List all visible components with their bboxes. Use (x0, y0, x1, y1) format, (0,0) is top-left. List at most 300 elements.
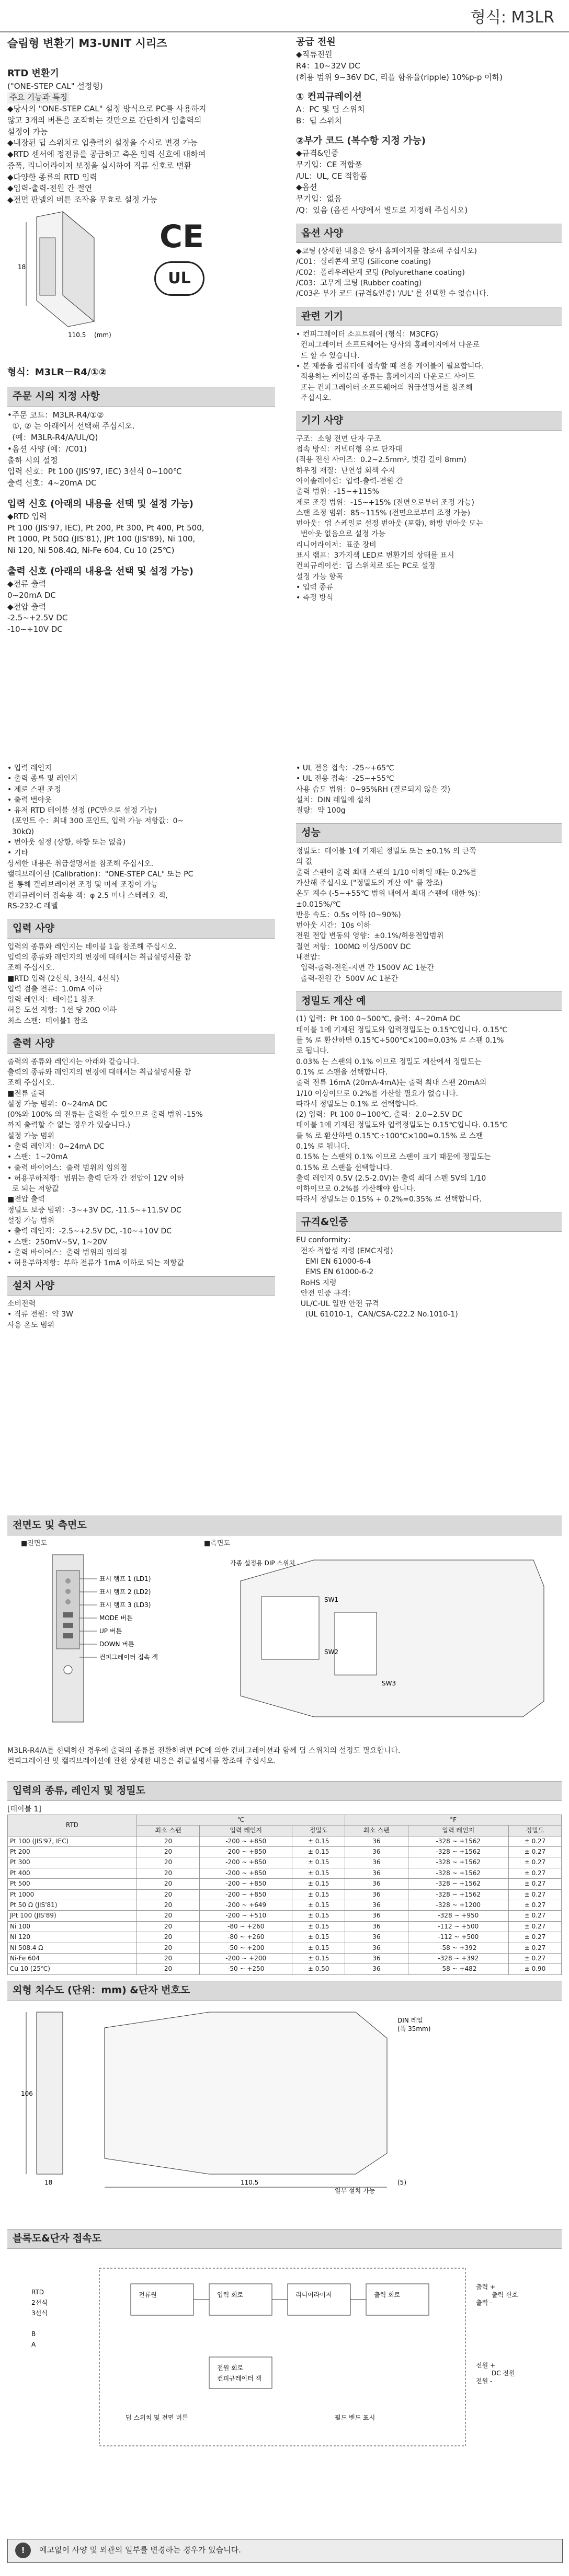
text-line: 가산해 주십시오 ("정밀도의 계산 예" 를 참조) (296, 879, 443, 887)
block-label: 전원 - (476, 2377, 493, 2385)
dims-drawing (21, 2007, 554, 2195)
table-cell: 36 (345, 1879, 408, 1889)
table-cell: -328 ~ +1200 (408, 1900, 508, 1910)
text-line: ■RTD 입력 (2선식, 3선식, 4선식) (7, 974, 119, 983)
table-row (8, 1943, 562, 1953)
text-line: ◆내장된 딥 스위치로 입출력의 설정을 수시로 변경 가능 (7, 138, 198, 148)
model-line: 형식：M3LR－R4/①② (7, 367, 107, 378)
text-line: 설정 가능 범위：0~24mA DC (7, 1100, 107, 1108)
text-line: 입력의 종류와 레인지는 테이블 1을 참조해 주십시오. (7, 942, 177, 951)
text-line: 까지 출력할 수 없는 경우가 있습니다.) (7, 1121, 131, 1130)
text-line: 따라서 정밀도는 0.1% 로 선택합니다. (296, 1100, 418, 1108)
text-line: Ni 120, Ni 508.4Ω, Ni-Fe 604, Cu 10 (25℃) (7, 546, 175, 556)
table-cell: -328 ~ +1562 (408, 1847, 508, 1857)
table-cell: 36 (345, 1847, 408, 1857)
input-list (7, 511, 275, 557)
text-line: 상세한 내용은 취급설명서를 참조해 주십시오. (7, 859, 154, 868)
power-title: 공급 전원 (296, 37, 336, 48)
input-title: 입력 신호 (아래의 내용을 선택 및 설정 가능) (7, 498, 194, 510)
text-line: 리니어라이저：표준 장비 (296, 540, 377, 549)
text-line: 정밀도 보증 범위：-3~+3V DC, -11.5~+11.5V DC (7, 1206, 181, 1215)
table-cell: 20 (136, 1932, 199, 1943)
text-line: 온도 계수 (-5~+55℃ 범위 내에서 최대 스팬에 대한 %)： (296, 890, 485, 898)
spec-title: 기기 사양 (296, 411, 562, 431)
text-line: ◆다양한 종류의 RTD 입력 (7, 172, 97, 182)
block-label: 리니어라이저 (295, 2291, 332, 2298)
text-line: 출력 전류 16mA (20mA-4mA)는 출력 최대 스팬 20mA의 (296, 1079, 487, 1088)
text-line: 컨피규레이터 접속용 잭：φ 2.5 미니 스테레오 잭, (7, 891, 168, 900)
table-cell: -200 ~ +850 (200, 1868, 292, 1878)
table-row (8, 1921, 562, 1932)
dims-title: 외형 치수도 (단위：mm) &단자 번호도 (7, 1981, 562, 2001)
dim-depth: 110.5 (68, 331, 86, 339)
table-cell: 20 (136, 1964, 199, 1974)
table-cell: Ni 100 (8, 1921, 137, 1932)
text-line: (2) 입력：Pt 100 0~100℃, 출력：2.0~2.5V DC (296, 1111, 463, 1119)
block-label: 전류원 (139, 2291, 157, 2298)
table-cell: ± 0.50 (292, 1964, 345, 1974)
text-line: •옵션 사양 (예：/C01) (7, 444, 87, 454)
table-cell: -328 ~ +1562 (408, 1889, 508, 1900)
block-label: DC 전원 (492, 2370, 515, 2377)
column-header: 최소 스팬 (345, 1826, 408, 1836)
text-line: ◆전압 출력 (7, 602, 47, 611)
text-line: EU conformity： (296, 1236, 355, 1245)
table-cell: 20 (136, 1900, 199, 1910)
env-list (296, 763, 562, 816)
text-line: 0.15% 로 스팬을 선택합니다. (296, 1163, 392, 1172)
text-line: -10~+10V DC (7, 625, 63, 634)
dim-110-5: 110.5 (241, 2179, 259, 2186)
order-list (7, 410, 275, 489)
text-line: 컨피그레이션 및 캘리브레이션에 관한 상세한 내용은 취급설명서를 참조해 주십시오. (7, 1757, 276, 1766)
text-line: 의 값 (296, 858, 313, 867)
front-callout: DOWN 버튼 (99, 1641, 134, 1648)
text-line: 입력의 종류와 레인지의 변경에 대해서는 취급설명서를 참 (7, 953, 191, 962)
table-row (8, 1868, 562, 1878)
table-cell: ± 0.27 (509, 1889, 562, 1900)
in-title: 입력 사양 (7, 919, 275, 939)
addcode-list (296, 148, 562, 216)
text-line: 테이블 1에 기재된 정밀도와 입력정밀도는 0.15℃입니다. 0.15℃ (296, 1121, 508, 1130)
text-line: 적용하는 케이블의 종류는 홈페이지의 다운로드 사이트 (296, 373, 475, 382)
text-line: 0.1% 로 스팬을 선택합니다. (296, 1068, 388, 1077)
table-cell: -200 ~ +850 (200, 1857, 292, 1868)
text-line: (예：M3LR-R4/A/UL/Q) (7, 433, 98, 443)
table-cell: -200 ~ +510 (200, 1911, 292, 1921)
left-column (7, 36, 275, 206)
accuracy-list (296, 1014, 562, 1205)
text-line: ±0.015%/℃ (296, 900, 341, 909)
table-cell: -58 ~ +482 (408, 1964, 508, 1974)
block-label: 출력 신호 (492, 2291, 518, 2298)
front-side-drawing (21, 1550, 560, 1727)
text-line: • 입력 레인지 (7, 764, 52, 772)
text-line: ①, ② 는 아래에서 선택해 주십시오. (7, 421, 135, 431)
table-cell: ± 0.27 (509, 1868, 562, 1878)
install-list (7, 1299, 275, 1331)
text-line: EMI EN 61000-6-4 (296, 1257, 371, 1266)
table-cell: 36 (345, 1964, 408, 1974)
out-title: 출력 사양 (7, 1034, 275, 1054)
dim-106: 106 (21, 2090, 33, 2097)
text-line: ◆직류전원 (296, 50, 333, 60)
table-cell: 20 (136, 1889, 199, 1900)
text-line: ◆당사의 "ONE-STEP CAL" 설정 방식으로 PC를 사용하지 (7, 104, 207, 114)
table-cell: 20 (136, 1847, 199, 1857)
table-row (8, 1847, 562, 1857)
text-line: • UL 전용 접속：-25~+55℃ (296, 775, 394, 783)
text-line: 내전압： (296, 953, 325, 962)
column-header: 입력 레인지 (200, 1826, 292, 1836)
text-line: 주십시오. (296, 394, 332, 402)
text-line: 설정이 가능 (7, 126, 48, 136)
settings-list (7, 763, 275, 911)
table-cell: 20 (136, 1943, 199, 1953)
table-cell: ± 0.90 (509, 1964, 562, 1974)
text-line: 테이블 1에 기재된 정밀도와 입력정밀도는 0.15℃입니다. 0.15℃ (296, 1025, 508, 1034)
block-drawing (21, 2252, 554, 2524)
features-title: 주요 기능과 특징 (7, 92, 70, 103)
table-caption: [테이블 1] (7, 1805, 41, 1813)
table-cell: ± 0.27 (509, 1900, 562, 1910)
text-line: 출력 범위：-15~+115% (296, 488, 379, 496)
text-line: 정밀도：테이블 1에 기재된 정밀도 또는 ±0.1% 의 큰쪽 (296, 847, 476, 856)
block-label: 입력 회로 (217, 2291, 244, 2298)
page-header (0, 0, 569, 32)
table-cell: ± 0.15 (292, 1911, 345, 1921)
addcode-title: ②부가 코드 (복수항 지정 가능) (296, 135, 426, 146)
text-line: 출력 레인지 0.5V (2.5-2.0V)는 출력 최대 스펜 5V의 1/10 (296, 1174, 486, 1183)
accuracy-title: 정밀도 계산 예 (296, 991, 562, 1011)
front-callout: 표시 램프 2 (LD2) (99, 1588, 151, 1596)
table-cell: ± 0.27 (509, 1911, 562, 1921)
text-line: 설정 가능 범위 (7, 1131, 55, 1140)
ul-mark: UL (154, 261, 204, 296)
text-line: ◆RTD 입력 (7, 511, 47, 521)
text-line: 드 할 수 있습니다. (296, 351, 360, 360)
table-cell: Pt 50 Ω (JIS'81) (8, 1900, 137, 1910)
text-line: • 스팬：250mV~5V, 1~20V (7, 1238, 107, 1246)
table-cell: ± 0.27 (509, 1857, 562, 1868)
model-title: 형식: M3LR (470, 8, 554, 27)
block-section (7, 2229, 562, 2252)
table-cell: Pt 1000 (8, 1889, 137, 1900)
text-line: 번아웃 없음으로 설정 가능 (296, 530, 386, 539)
text-line: 반응 속도：0.5s 이하 (0~90%) (296, 910, 401, 919)
text-line: 설정 가능 항목 (296, 572, 344, 581)
table-cell: Ni 120 (8, 1932, 137, 1943)
block-label: RTD (31, 2289, 44, 2296)
text-line: (허용 범위 9~36V DC, 리플 함유율(ripple) 10%p-p 이하) (296, 72, 503, 82)
column-header: 입력 레인지 (408, 1826, 508, 1836)
range-table (7, 1815, 562, 1975)
series-title: 슬림형 변환기 M3-UNIT 시리즈 (7, 37, 167, 50)
rtd-head: RTD (8, 1815, 137, 1836)
din-width: (폭 35mm) (397, 2025, 431, 2032)
text-line: • 출력 종류 및 레인지 (7, 775, 78, 783)
table-cell: Pt 100 (JIS'97, IEC) (8, 1836, 137, 1846)
front-title: 전면도 및 측면도 (7, 1516, 562, 1535)
dim-5: (5) (397, 2179, 406, 2186)
text-line: 로 되는 저항값 (7, 1185, 59, 1194)
sw2-label: SW2 (324, 1648, 339, 1656)
text-line: ◆옵션 (296, 182, 317, 192)
config-title: ① 컨피규레이션 (296, 91, 362, 103)
text-line: 를 % 로 환산하면 0.15℃÷100℃×100=0.15% 로 스팬 (296, 1131, 483, 1140)
text-line: 무기입：없음 (296, 194, 342, 204)
ce-mark: CE (160, 218, 204, 255)
side-label: ■측면도 (204, 1540, 230, 1547)
front-callout: UP 버튼 (99, 1627, 122, 1635)
table-cell: ± 0.15 (292, 1836, 345, 1846)
table-row (8, 1964, 562, 1974)
dim-18: 18 (44, 2179, 53, 2186)
sw3-label: SW3 (382, 1680, 396, 1687)
table-cell: -200 ~ +850 (200, 1847, 292, 1857)
text-line: EMS EN 61000-6-2 (296, 1268, 374, 1277)
left-order (7, 366, 275, 636)
table-cell: ± 0.15 (292, 1857, 345, 1868)
table-cell: ± 0.27 (509, 1847, 562, 1857)
power-list (296, 49, 562, 83)
text-line: 절연 저항：100MΩ 이상/500V DC (296, 942, 411, 951)
table-cell: 20 (136, 1857, 199, 1868)
table-cell: -50 ~ +200 (200, 1943, 292, 1953)
text-line: • 입력 종류 (296, 583, 334, 592)
front-callout: 표시 램프 3 (LD3) (99, 1601, 151, 1609)
celsius-head: ℃ (136, 1815, 345, 1825)
related-list (296, 329, 562, 403)
text-line: • 컨피그레이터 소프트웨어 (형식：M3CFG) (296, 330, 439, 339)
text-line: • 스팬：1~20mA (7, 1153, 68, 1162)
table-row (8, 1889, 562, 1900)
block-label: 출력 - (476, 2299, 493, 2306)
table-cell: 20 (136, 1953, 199, 1963)
table-cell: ± 0.27 (509, 1879, 562, 1889)
text-line: 0.1% 로 됩니다. (296, 1142, 350, 1151)
text-line: /Q：있음 (옵션 사양에서 별도로 지정해 주십시오) (296, 205, 468, 215)
text-line: 번아웃 시간：10s 이하 (296, 921, 371, 930)
table-cell: -112 ~ +500 (408, 1921, 508, 1932)
text-line: • 출력 바이어스：출력 범위의 임의점 (7, 1163, 128, 1172)
table-cell: ± 0.15 (292, 1943, 345, 1953)
range-note (7, 1746, 562, 1767)
table-cell: -328 ~ +1562 (408, 1868, 508, 1878)
text-line: Pt 1000, Pt 50Ω (JIS'81), JPt 100 (JIS'89), Ni 100, (7, 534, 196, 544)
table-cell: ± 0.27 (509, 1836, 562, 1846)
text-line: 를 통해 캘리브레이션 조정 및 미세 조정이 가능 (7, 881, 158, 890)
install-title: 설치 사양 (7, 1276, 275, 1296)
out-spec-list (7, 1057, 275, 1269)
text-line: -2.5~+2.5V DC (7, 613, 68, 623)
column-header: 정밀도 (292, 1826, 345, 1836)
output-title: 출력 신호 (아래의 내용을 선택 및 설정 가능) (7, 565, 194, 577)
block-label: 출력 회로 (374, 2291, 401, 2298)
table-cell: 20 (136, 1921, 199, 1932)
column-header: 정밀도 (509, 1826, 562, 1836)
text-line: 무기입：CE 적합품 (296, 159, 362, 169)
cert-title: 규격&인증 (296, 1212, 562, 1232)
text-line: 전원 전압 변동의 영향：±0.1%/허용전압범위 (296, 932, 444, 941)
table-row (8, 1932, 562, 1943)
table-section (7, 1781, 562, 1975)
table-row (8, 1900, 562, 1910)
text-line: 번아웃：업 스케일로 설정 번아웃 (포함), 하방 번아웃 또는 (296, 519, 484, 528)
table-cell: ± 0.27 (509, 1943, 562, 1953)
text-line: 질량：약 100g (296, 806, 346, 815)
dip-label: 각종 설정용 DIP 스위치 (230, 1560, 295, 1567)
text-line: ◆코팅 (상세한 내용은 당사 홈페이지를 참조해 주십시오) (296, 247, 477, 256)
text-line: • 허용부하저항：부하 전류가 1mA 이하로 되는 저항값 (7, 1259, 185, 1268)
table-cell: -58 ~ +392 (408, 1943, 508, 1953)
text-line: 증폭, 리니어라이저 보정을 실시하여 직류 신호로 변환 (7, 160, 192, 170)
table-cell: Pt 200 (8, 1847, 137, 1857)
text-line: 조해 주십시오. (7, 964, 55, 973)
text-line: /C03은 부가 코드 (규격&인증) '/UL' 를 선택할 수 없습니다. (296, 290, 489, 298)
text-line: • 유저 RTD 테이블 설정 (PC만으로 설정 가능) (7, 806, 157, 815)
table-cell: ± 0.15 (292, 1879, 345, 1889)
table-cell: -200 ~ +200 (200, 1953, 292, 1963)
text-line: 1/10 이상이므로 0.2%를 가산할 필요가 없습니다. (296, 1089, 459, 1098)
block-label: 출력 + (476, 2283, 496, 2291)
text-line: (포인트 수：최대 300 포인트, 입력 가능 저항값：0~ (7, 817, 184, 826)
text-line: 전자 적합성 지령 (EMC지령) (296, 1246, 393, 1255)
text-line: • 출력 레인지：0~24mA DC (7, 1142, 105, 1151)
text-line: ◆RTD 센서에 정전류를 공급하고 측온 입력 신호에 대하여 (7, 149, 206, 159)
text-line: 설정 가능 범위 (7, 1217, 55, 1226)
table-cell: 20 (136, 1836, 199, 1846)
text-line: 출력-전원 간 500V AC 1분간 (296, 974, 399, 983)
text-line: 출력 스팬이 출력 최대 스팬의 1/10 이하일 때는 0.2%를 (296, 868, 477, 877)
table-cell: ± 0.15 (292, 1932, 345, 1943)
product-subtitle: ("ONE-STEP CAL" 설정형) (7, 81, 103, 91)
text-line: • 직류 전원：약 3W (7, 1310, 73, 1319)
text-line: 컨피규레이션：딥 스위치로 또는 PC로 설정 (296, 562, 436, 571)
block-label: 3선식 (31, 2309, 48, 2317)
table-cell: 20 (136, 1868, 199, 1878)
text-line: R4：10~32V DC (296, 61, 360, 71)
column-header: 최소 스팬 (136, 1826, 199, 1836)
table-cell: ± 0.15 (292, 1889, 345, 1900)
order-title: 주문 시의 지정 사항 (7, 387, 275, 407)
table-cell: Cu 10 (25℃) (8, 1964, 137, 1974)
table-cell: ± 0.15 (292, 1868, 345, 1878)
text-line: 30kΩ) (7, 827, 34, 836)
text-line: 출력의 종류와 레인지는 아래와 같습니다. (7, 1057, 140, 1066)
text-line: • 측정 방식 (296, 594, 334, 603)
text-line: • 허용부하저항：범위는 출력 단자 간 전압이 12V 이하 (7, 1174, 184, 1183)
text-line: /C01：실리콘계 코팅 (Silicone coating) (296, 258, 431, 267)
product-drawing (16, 206, 120, 342)
text-line: ◆전면 판넬의 버튼 조작을 무효로 설정 가능 (7, 195, 157, 205)
text-line: 사용 온도 범위 (7, 1321, 55, 1330)
table-row (8, 1953, 562, 1963)
table-row (8, 1857, 562, 1868)
table-cell: ± 0.27 (509, 1921, 562, 1932)
text-line: 로 됩니다. (296, 1047, 329, 1056)
option-list (296, 246, 562, 299)
block-label: 전원 + (476, 2362, 496, 2369)
dim-height: 18 (18, 263, 26, 271)
config-list (296, 104, 562, 127)
text-line: • UL 전용 접속：-25~+65℃ (296, 764, 394, 772)
block-label: B (31, 2330, 36, 2338)
table-cell: ± 0.15 (292, 1921, 345, 1932)
text-line: 입력 신호：Pt 100 (JIS'97, IEC) 3선식 0~100℃ (7, 467, 182, 477)
text-line: 하우징 재질：난연성 회색 수지 (296, 466, 395, 475)
right-column (296, 36, 562, 603)
text-line: (0%와 100% 의 전류는 출력할 수 있으므로 출력 범위 -15% (7, 1111, 203, 1119)
mount-note: 일부 설치 가능 (335, 2187, 375, 2194)
table-cell: 36 (345, 1836, 408, 1846)
table-cell: 36 (345, 1857, 408, 1868)
table-cell: 36 (345, 1889, 408, 1900)
cert-list (296, 1235, 562, 1320)
mid-left (7, 763, 275, 1331)
dims-section (7, 1981, 562, 2004)
table-cell: 20 (136, 1879, 199, 1889)
text-line: RS-232-C 레벨 (7, 902, 58, 910)
text-line: ◆전류 출력 (7, 579, 47, 589)
table-cell: -328 ~ +1562 (408, 1836, 508, 1846)
mid-right (296, 763, 562, 1320)
front-callout: MODE 버튼 (99, 1614, 133, 1622)
table-cell: 36 (345, 1900, 408, 1910)
table-cell: Pt 300 (8, 1857, 137, 1868)
table-title: 입력의 종류, 레인지 및 정밀도 (7, 1781, 562, 1801)
text-line: 따라서 정밀도는 0.15% + 0.2%=0.35% 로 선택합니다. (296, 1195, 482, 1204)
front-callout: 컨피그레이터 접속 잭 (99, 1654, 158, 1661)
table-cell: -200 ~ +850 (200, 1889, 292, 1900)
text-line: • 제로 스팬 조정 (7, 785, 61, 794)
spec-list (296, 434, 562, 604)
table-cell: 36 (345, 1921, 408, 1932)
table-cell: ± 0.27 (509, 1953, 562, 1963)
info-icon: ! (15, 2543, 31, 2558)
text-line: 출력의 종류와 레인지의 변경에 대해서는 취급설명서를 참 (7, 1068, 191, 1077)
text-line: 컨피그레이터 소프트웨어는 당사의 홈페이지에서 다운로 (296, 341, 480, 350)
related-title: 관련 기기 (296, 307, 562, 327)
text-line: 입력 레인지：테이블1 참조 (7, 996, 95, 1004)
table-cell: -200 ~ +850 (200, 1879, 292, 1889)
text-line: ◆입력-출력-전원 간 절연 (7, 183, 93, 193)
text-line: • 본 제품을 컴퓨터에 접속할 때 전용 케이블이 필요합니다. (296, 362, 484, 371)
text-line: 표시 램프：3가지색 LED로 변환기의 상태를 표시 (296, 551, 454, 560)
table-cell: -80 ~ +260 (200, 1932, 292, 1943)
text-line: ■전류 출력 (7, 1089, 45, 1098)
block-label: 전원 회로 (217, 2364, 244, 2372)
text-line: 제로 조정 범위：-15~+15% (전면으로부터 조정 가능) (296, 498, 475, 507)
table-cell: 36 (345, 1911, 408, 1921)
output-list (7, 579, 275, 636)
front-section (7, 1516, 562, 1539)
text-line: 구조：소형 전면 단자 구조 (296, 434, 381, 443)
text-line: • 출력 레인지：-2.5~+2.5V DC, -10~+10V DC (7, 1227, 172, 1236)
text-line: B：딥 스위치 (296, 116, 343, 126)
footer-text: 예고없이 사양 및 외관의 일부를 변경하는 경우가 있습니다. (39, 2545, 241, 2555)
text-line: A：PC 및 딥 스위치 (296, 105, 365, 114)
in-spec-list (7, 942, 275, 1026)
perf-title: 성능 (296, 823, 562, 843)
product-title: RTD 변환기 (7, 68, 59, 79)
block-label: 필드 밴드 표시 (335, 2414, 375, 2421)
block-title: 블록도&단자 접속도 (7, 2229, 562, 2249)
block-label: 컨피규레이터 잭 (217, 2375, 261, 2382)
text-line: 입력 검출 전류：1.0mA 이하 (7, 985, 103, 994)
text-line: (적용 전선 사이즈：0.2~2.5mm², 벗김 길이 8mm) (296, 456, 466, 465)
fahrenheit-head: °F (345, 1815, 562, 1825)
